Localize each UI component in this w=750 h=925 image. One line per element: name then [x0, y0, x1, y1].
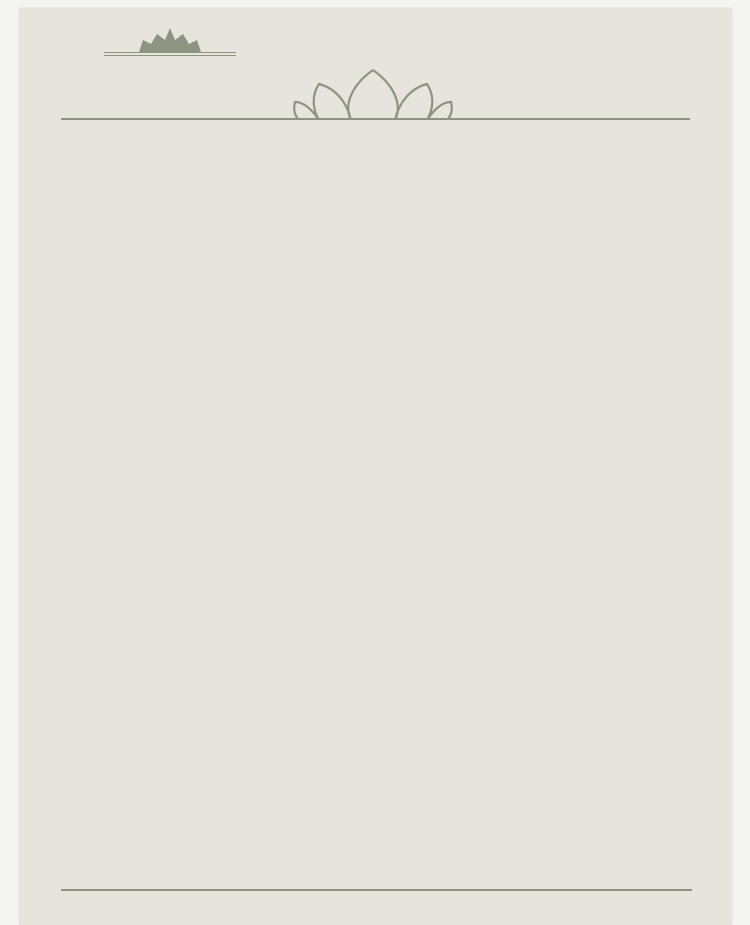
- footer-divider: [61, 889, 692, 891]
- header-divider: [61, 118, 690, 120]
- logo-rule-top: [104, 52, 236, 53]
- lotus-icon: [137, 26, 203, 52]
- menu-sheet: [19, 8, 732, 925]
- restaurant-logo: [104, 26, 236, 59]
- lotus-outline-icon: [291, 68, 455, 120]
- logo-rule-bottom: [104, 55, 236, 56]
